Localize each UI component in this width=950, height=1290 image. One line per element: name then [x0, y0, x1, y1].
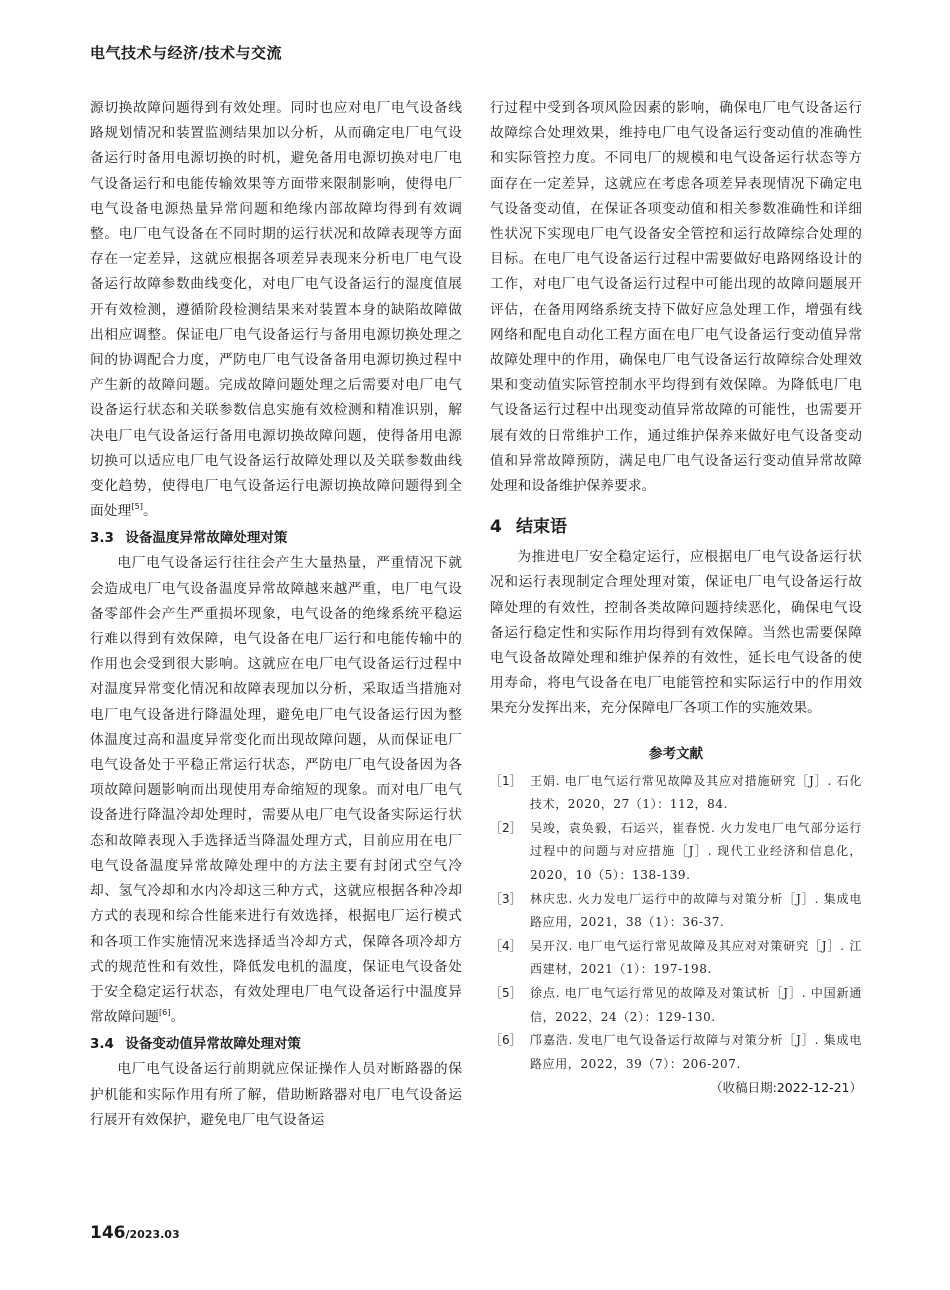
paragraph-temperature [90, 551, 462, 1030]
section-number: 3.3 [90, 530, 114, 547]
reference-text: 徐点. 电厂电气运行常见的故障及对策试析［J］. 中国新通信，2022，24（2）：129-130. [530, 986, 862, 1024]
section-heading-3-4 [90, 1032, 462, 1057]
reference-item [490, 888, 862, 935]
reference-item [490, 817, 862, 888]
received-date: （收稿日期:2022-12-21） [710, 1080, 862, 1096]
paragraph-variation: 电厂电气设备运行前期就应保证操作人员对断路器的保护机能和实际作用有所了解，借助断路器对电厂电气设备运行展开有效保护，避免电厂电气设备运 [90, 1061, 462, 1128]
reference-item [490, 982, 862, 1029]
paragraph-power-switching [90, 96, 462, 524]
right-column [490, 96, 862, 1099]
paragraph-end: 。 [170, 1009, 185, 1026]
left-column [90, 96, 462, 1133]
reference-text: 邝嘉浩. 发电厂电气设备运行故障与对策分析［J］. 集成电路应用，2022，39（7）：206-207. [530, 1033, 862, 1071]
paragraph-text: 源切换故障问题得到有效处理。同时也应对电厂电气设备线路规划情况和装置监测结果加以分析，从而确定电厂电气设备运行时备用电源切换的时机，避免备用电源切换对电厂电气设备运行和电能传输效果等方面带来限制影响，使得电厂电气设备电源热量异常问题和绝缘内部故障均得到有效调整。电厂电气设备在不同时期的运行状况和故障表现等方面存在一定差异，这就应根据各项差异表现来分析电厂电气设备运行故障参数曲线变化，对电厂电气设备运行的湿度值展开有效检测，遵循阶段检测结果来对装置本身的缺陷故障做出相应调整。保证电厂电气设备运行与备用电源切换处理之间的协调配合力度，严防电厂电气设备备用电源切换过程中产生新的故障问题。完成故障问题处理之后需要对电厂电气设备运行状态和关联参数信息实施有效检测和精准识别，解决电厂电气设备运行备用电源切换故障问题，使得备用电源切换可以适应电厂电气设备运行故障处理以及关联参数曲线变化趋势，使得电厂电气设备运行电源切换故障问题得到全面处理 [90, 100, 462, 520]
page-number: 146 [90, 1223, 126, 1243]
paragraph-text: 电厂电气设备运行往往会产生大量热量，严重情况下就会造成电厂电气设备温度异常故障越来越严重，电厂电气设备零部件会产生严重损坏现象，电气设备的绝缘系统平稳运行难以得到有效保障，电气设备在电厂运行和电能传输中的作用也会受到很大影响。这就应在电厂电气设备运行过程中对温度异常变化情况和故障表现加以分析，采取适当措施对电厂电气设备进行降温处理，避免电厂电气设备运行因为整体温度过高和温度异常变化而出现故障问题，从而保证电厂电气设备处于平稳正常运行状态，严防电厂电气设备因为各项故障问题影响而出现使用寿命缩短的现象。而对电厂电气设备进行降温冷却处理时，需要从电厂电气设备实际运行状态和故障表现入手选择适当降温处理方式，目前应用在电厂电气设备温度异常故障处理中的方法主要有封闭式空气冷却、氢气冷却和水内冷却这三种方式，这就应根据各种冷却方式的表现和综合性能来进行有效选择，根据电厂运行模式和各项工作实施情况来选择适当冷却方式，保障各项冷却方式的规范性和有效性，降低发电机的温度，保证电气设备处于安全稳定运行状态，有效处理电厂电气设备运行中温度异常故障问题 [90, 555, 462, 1026]
reference-number: ［4］ [490, 938, 522, 953]
reference-number: ［3］ [490, 891, 522, 906]
reference-number: ［6］ [490, 1033, 522, 1048]
paragraph-conclusion: 为推进电厂安全稳定运行，应根据电厂电气设备运行状况和运行表现制定合理处理对策，保证电厂电气设备运行故障处理的有效性，控制各类故障问题持续恶化，确保电气设备运行稳定性和实际作用均得到有效保障。当然也需要保障电气设备故障处理和维护保养的有效性，延长电气设备的使用寿命，将电气设备在电厂电能管控和实际运行中的作用效果充分发挥出来，充分保障电厂各项工作的实施效果。 [490, 549, 862, 717]
section-heading-4 [490, 513, 862, 541]
reference-list [490, 770, 862, 1077]
citation-ref[interactable]: [6] [158, 1008, 171, 1018]
section-number: 4 [490, 517, 502, 538]
issue-number: /2023.03 [125, 1228, 180, 1241]
section-number: 3.4 [90, 1036, 114, 1053]
reference-text: 王娟. 电厂电气运行常见故障及其应对措施研究［J］. 石化技术，2020，27（1）：112，84. [530, 773, 862, 812]
reference-item [490, 770, 862, 817]
reference-text: 吴竣，袁奂毅，石运兴，崔春悦. 火力发电厂电气部分运行过程中的问题与对应措施［J］. 现代工业经济和信息化，2020，10（5）：138-139. [530, 820, 862, 883]
reference-text: 林庆忠. 火力发电厂运行中的故障与对策分析［J］. 集成电路应用，2021，38（1）：36-37. [530, 891, 862, 930]
reference-item [490, 1029, 862, 1076]
page-footer [90, 1223, 180, 1243]
reference-text: 吴开汉. 电厂电气运行常见故障及其应对对策研究［J］. 江西建材，2021（1）：197-198. [530, 938, 862, 977]
section-title: 设备温度异常故障处理对策 [125, 530, 288, 547]
reference-item [490, 935, 862, 982]
reference-number: ［1］ [490, 773, 522, 788]
reference-number: ［5］ [490, 986, 522, 1001]
section-title: 结束语 [516, 517, 567, 538]
section-title: 设备变动值异常故障处理对策 [125, 1036, 301, 1053]
reference-number: ［2］ [490, 820, 522, 835]
section-heading-3-3 [90, 526, 462, 551]
references-title: 参考文献 [649, 745, 703, 762]
paragraph-end: 。 [143, 503, 157, 520]
paragraph-variation-cont: 行过程中受到各项风险因素的影响，确保电厂电气设备运行故障综合处理效果，维持电厂电气设备运行变动值的准确性和实际管控力度。不同电厂的规模和电气设备运行状态等方面存在一定差异，这就应在考虑各项差异表现情况下确定电气设备变动值，在保证各项变动值和相关参数准确性和详细性状况下实现电厂电气设备安全管控和运行故障综合处理的目标。在电厂电气设备运行过程中需要做好电路网络设计的工作，对电厂电气设备运行过程中可能出现的故障问题展开评估，在备用网络系统支持下做好应急处理工作，增强有线网络和配电自动化工程方面在电厂电气设备运行变动值异常故障处理中的作用，确保电厂电气设备运行故障综合处理效果和变动值实际管控制水平均得到有效保障。为降低电厂电气设备运行过程中出现变动值异常故障的可能性，也需要开展有效的日常维护工作，通过维护保养来做好电气设备变动值和异常故障预防，满足电厂电气设备运行变动值异常故障处理和设备维护保养要求。 [490, 100, 862, 495]
citation-ref[interactable]: [5] [131, 502, 144, 512]
journal-header: 电气技术与经济/技术与交流 [90, 44, 282, 62]
